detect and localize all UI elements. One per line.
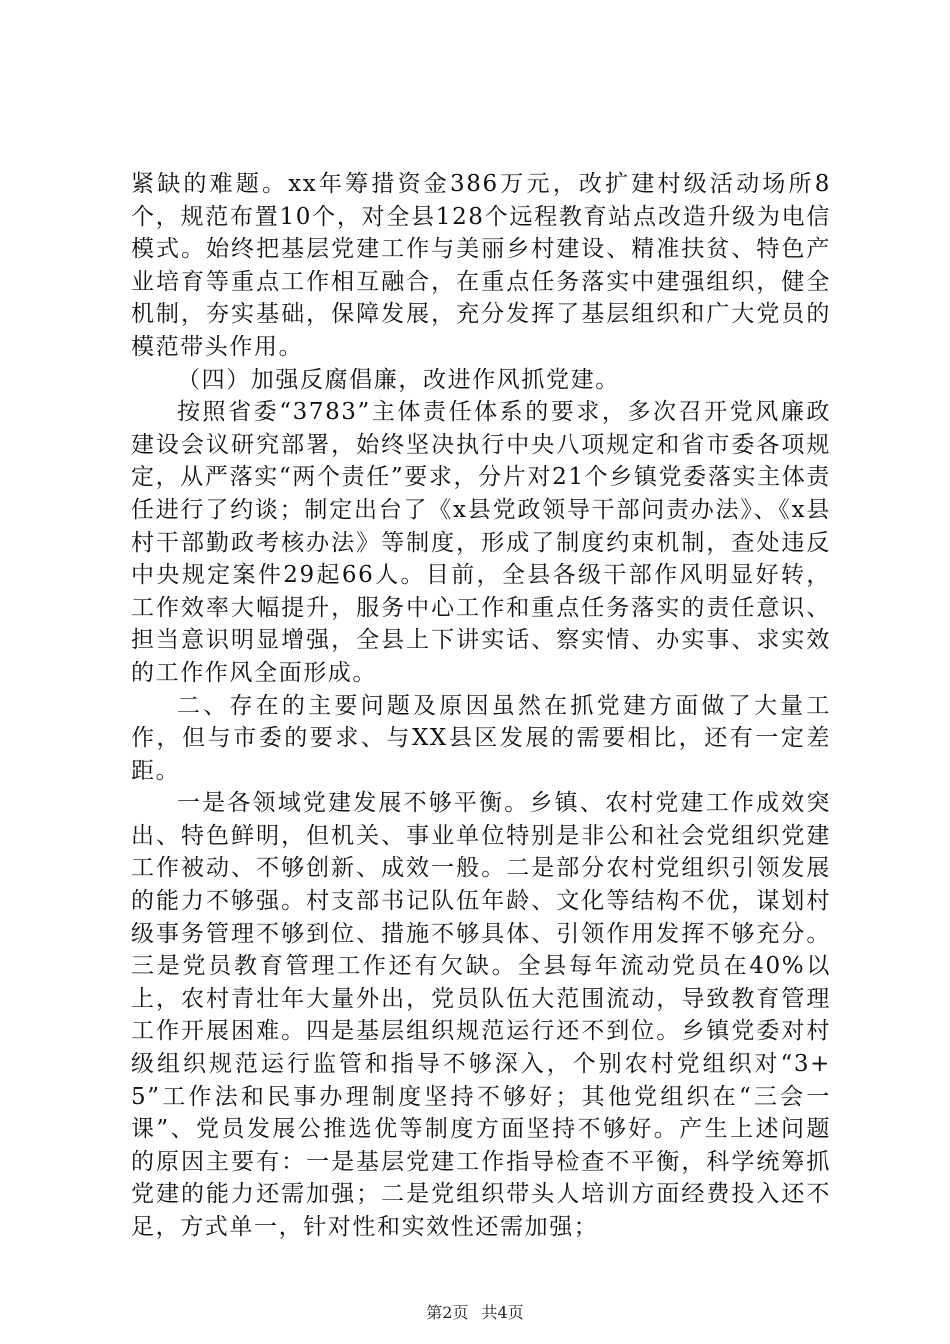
paragraph-anti-corruption: 按照省委“3783”主体责任体系的要求，多次召开党风廉政建设会议研究部署，始终坚决执行中央八项规定和省市委各项规定，从严落实“两个责任”要求，分片对21个乡镇党委落实主体责任进行了约谈；制定出台了《x县党政领导干部问责办法》、《x县村干部勤政考核办法》等制度，形成了制度约束机制，查处违反中央规定案件29起66人。目前，全县各级干部作风明显好转，工作效率大幅提升，服务中心工作和重点任务落实的责任意识、担当意识明显增强，全县上下讲实话、察实情、办实事、求实效的工作作风全面形成。 xyxy=(131,399,831,686)
paragraph-problems-detail: 一是各领域党建发展不够平衡。乡镇、农村党建工作成效突出、特色鲜明，但机关、事业单位特别是非公和社会党组织党建工作被动、不够创新、成效一般。二是部分农村党组织引领发展的能力不够强。村支部书记队伍年龄、文化等结构不优，谋划村级事务管理不够到位、措施不够具体、引领作用发挥不够充分。三是党员教育管理工作还有欠缺。全县每年流动党员在40%以上，农村青壮年大量外出，党员队伍大范围流动，导致教育管理工作开展困难。四是基层组织规范运行还不到位。乡镇党委对村级组织规范运行监管和指导不够深入，个别农村党组织对“3+5”工作法和民事办理制度坚持不够好；其他党组织在“三会一课”、党员发展公推选优等制度方面坚持不够好。产生上述问题的原因主要有：一是基层党建工作指导检查不平衡，科学统筹抓党建的能力还需加强；二是党组织带头人培训方面经费投入还不足，方式单一，针对性和实效性还需加强； xyxy=(131,790,831,1240)
page-footer xyxy=(0,1300,950,1323)
document-body xyxy=(131,168,831,1244)
section-heading-problems: 二、存在的主要问题及原因虽然在抓党建方面做了大量工作，但与市委的要求、与XX县区发展的需要相比，还有一定差距。 xyxy=(131,692,831,784)
page-number: 第2页 xyxy=(426,1303,469,1322)
paragraph-continuation: 紧缺的难题。xx年筹措资金386万元，改扩建村级活动场所8个，规范布置10个，对全县128个远程教育站点改造升级为电信模式。始终把基层党建工作与美丽乡村建设、精准扶贫、特色产业培育等重点工作相互融合，在重点任务落实中建强组织，健全机制，夯实基础，保障发展，充分发挥了基层组织和广大党员的模范带头作用。 xyxy=(131,171,831,360)
section-heading-four: （四）加强反腐倡廉，改进作风抓党建。 xyxy=(177,366,620,393)
page-total: 共4页 xyxy=(481,1303,524,1322)
